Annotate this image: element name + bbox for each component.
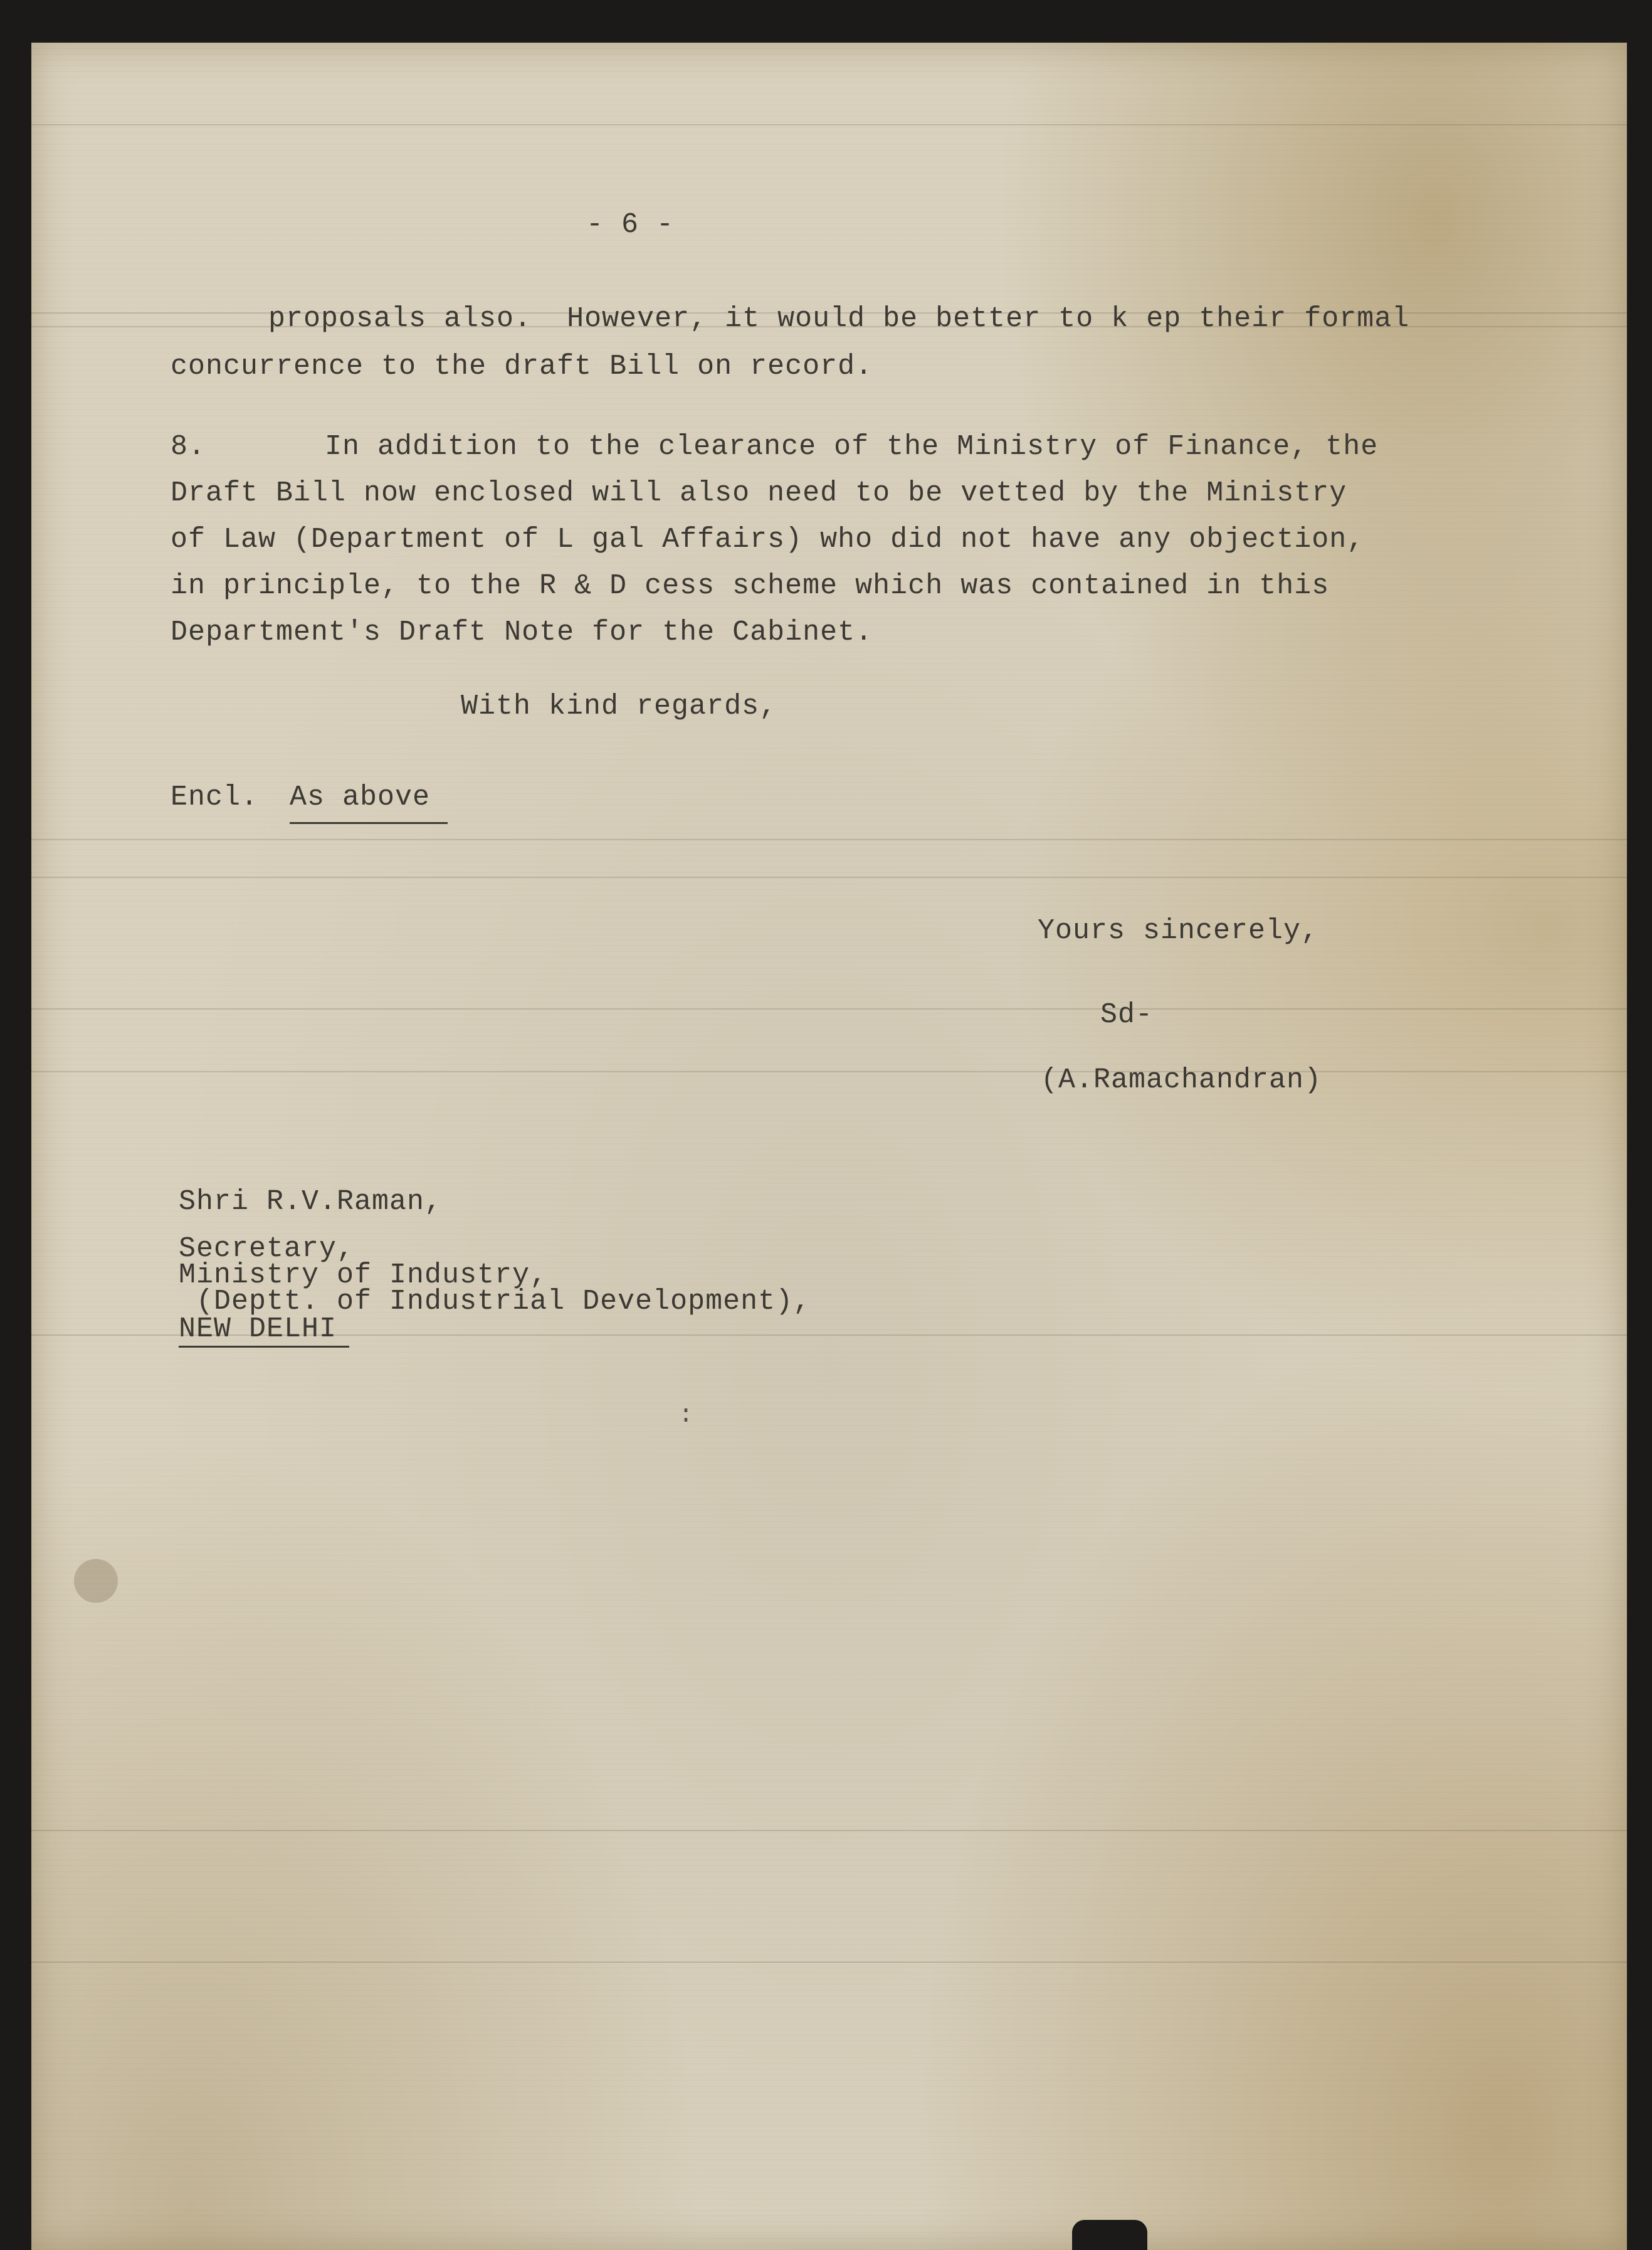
addressee-title: Secretary, bbox=[179, 1233, 355, 1265]
paragraph-8-line-1: In addition to the clearance of the Ministry of Finance, the bbox=[325, 431, 1379, 463]
paragraph-8-line-3: of Law (Department of L gal Affairs) who did not have any objection, bbox=[171, 524, 1365, 556]
stain-mark bbox=[74, 1559, 118, 1603]
ruled-line bbox=[31, 1008, 1627, 1010]
ruled-line bbox=[31, 1962, 1627, 1963]
signature-signed: Sd- bbox=[1100, 999, 1154, 1031]
addressee-department: (Deptt. of Industrial Development), bbox=[179, 1286, 811, 1318]
ruled-line bbox=[31, 877, 1627, 878]
paragraph-8-line-5: Department's Draft Note for the Cabinet. bbox=[171, 616, 873, 648]
ruled-line bbox=[31, 124, 1627, 125]
torn-edge bbox=[1072, 2220, 1147, 2250]
continuation-line-1: proposals also. However, it would be better to k ep their formal bbox=[268, 303, 1410, 335]
page-number: - 6 - bbox=[586, 209, 675, 241]
signature-closing: Yours sincerely, bbox=[1038, 915, 1319, 947]
ruled-line bbox=[31, 1071, 1627, 1072]
enclosure-value: As above bbox=[290, 774, 448, 824]
enclosure-label: Encl. bbox=[171, 781, 259, 813]
addressee-ministry: Ministry of Industry, bbox=[179, 1259, 548, 1291]
paragraph-8-line-4: in principle, to the R & D cess scheme which was contained in this bbox=[171, 570, 1330, 602]
footer-mark: : bbox=[678, 1402, 694, 1430]
paragraph-8-line-2: Draft Bill now enclosed will also need to be vetted by the Ministry bbox=[171, 477, 1347, 509]
ruled-line bbox=[31, 839, 1627, 840]
signature-name: (A.Ramachandran) bbox=[1041, 1064, 1322, 1096]
paragraph-8-number: 8. bbox=[171, 431, 206, 463]
continuation-line-2: concurrence to the draft Bill on record. bbox=[171, 351, 873, 383]
ruled-line bbox=[31, 1830, 1627, 1831]
regards-line: With kind regards, bbox=[461, 690, 777, 722]
addressee-name: Shri R.V.Raman, bbox=[179, 1186, 443, 1218]
addressee-city: NEW DELHI bbox=[179, 1314, 349, 1348]
